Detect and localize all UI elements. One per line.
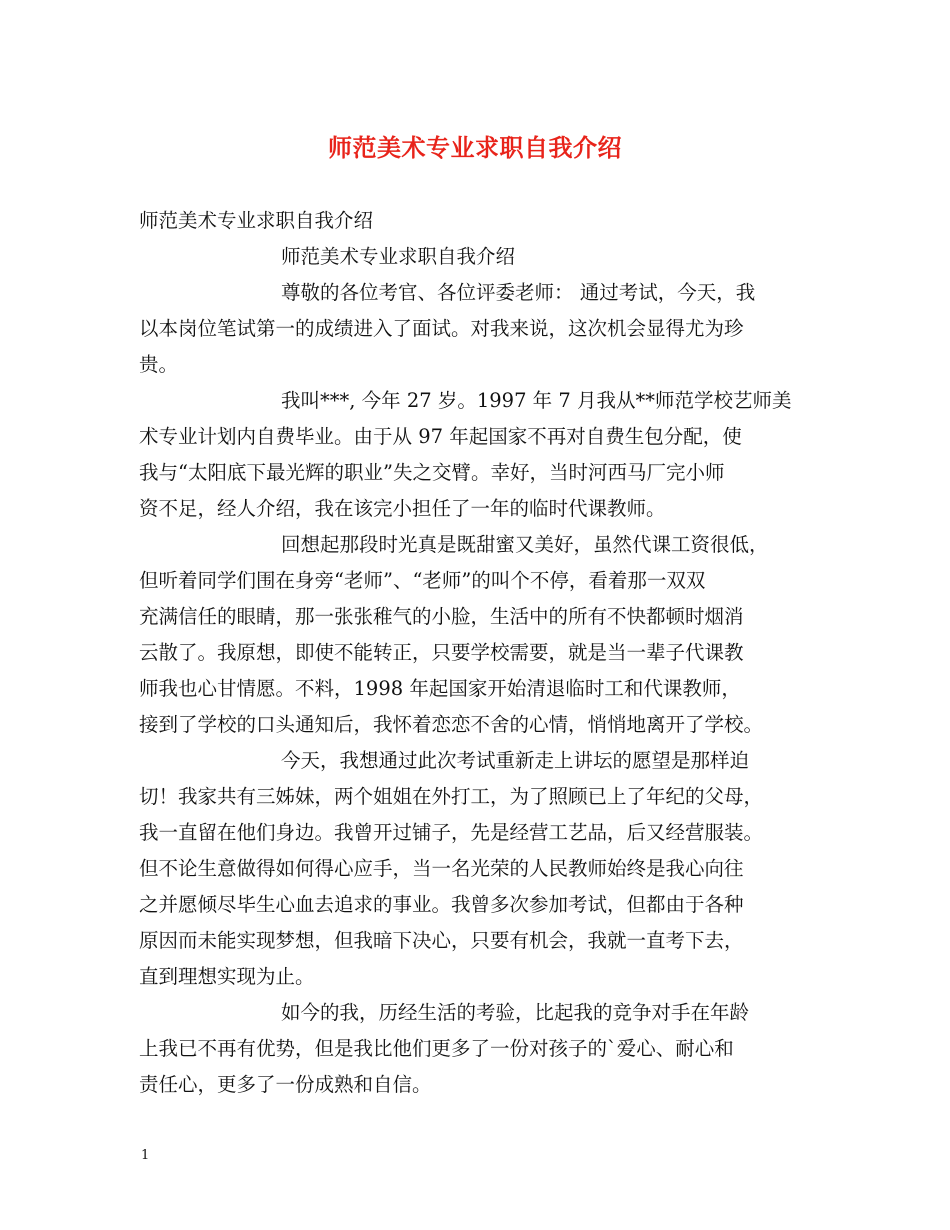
body-line: 但听着同学们围在身旁“老师”、“老师”的叫个不停，看着那一双双 xyxy=(139,569,706,592)
body-line: 师我也心甘情愿。不料，1998 年起国家开始清退临时工和代课教师， xyxy=(139,677,741,700)
body-line: 之并愿倾尽毕生心血去追求的事业。我曾多次参加考试，但都由于各种 xyxy=(139,893,744,916)
body-line: 如今的我，历经生活的考验，比起我的竞争对手在年龄 xyxy=(281,1001,750,1024)
body-line: 我与“太阳底下最光辉的职业”失之交臂。幸好，当时河西马厂完小师 xyxy=(139,461,725,484)
body-line: 云散了。我原想，即使不能转正，只要学校需要，就是当一辈子代课教 xyxy=(139,641,744,664)
body-line: 师范美术专业求职自我介绍 xyxy=(281,245,516,268)
body-line: 责任心，更多了一份成熟和自信。 xyxy=(139,1073,432,1096)
body-line: 术专业计划内自费毕业。由于从 97 年起国家不再对自费生包分配，使 xyxy=(139,425,742,448)
body-line: 接到了学校的口头通知后，我怀着恋恋不舍的心情，悄悄地离开了学校。 xyxy=(139,713,764,736)
body-line: 我叫***, 今年 27 岁。1997 年 7 月我从**师范学校艺师美 xyxy=(281,389,792,412)
document-title: 师范美术专业求职自我介绍 xyxy=(328,133,622,162)
body-line: 原因而未能实现梦想，但我暗下决心，只要有机会，我就一直考下去， xyxy=(139,929,744,952)
document-body xyxy=(139,203,829,1103)
body-line: 切！我家共有三姊妹，两个姐姐在外打工，为了照顾已上了年纪的父母， xyxy=(139,785,764,808)
body-line: 资不足，经人介绍，我在该完小担任了一年的临时代课教师。 xyxy=(139,497,666,520)
page-number: 1 xyxy=(141,1148,150,1163)
body-line: 回想起那段时光真是既甜蜜又美好，虽然代课工资很低， xyxy=(281,533,769,556)
body-line: 直到理想实现为止。 xyxy=(139,965,315,988)
body-line: 上我已不再有优势，但是我比他们更多了一份对孩子的`爱心、耐心和 xyxy=(139,1037,734,1060)
body-line: 以本岗位笔试第一的成绩进入了面试。对我来说，这次机会显得尤为珍 xyxy=(139,317,744,340)
body-line: 但不论生意做得如何得心应手，当一名光荣的人民教师始终是我心向往 xyxy=(139,857,744,880)
body-line: 我一直留在他们身边。我曾开过铺子，先是经营工艺品，后又经营服装。 xyxy=(139,821,764,844)
body-line: 今天，我想通过此次考试重新走上讲坛的愿望是那样迫 xyxy=(281,749,750,772)
body-line: 充满信任的眼睛，那一张张稚气的小脸，生活中的所有不快都顿时烟消 xyxy=(139,605,744,628)
body-line: 师范美术专业求职自我介绍 xyxy=(139,209,374,232)
body-line: 贵。 xyxy=(139,353,179,376)
body-line: 尊敬的各位考官、各位评委老师： 通过考试，今天，我 xyxy=(281,281,756,304)
